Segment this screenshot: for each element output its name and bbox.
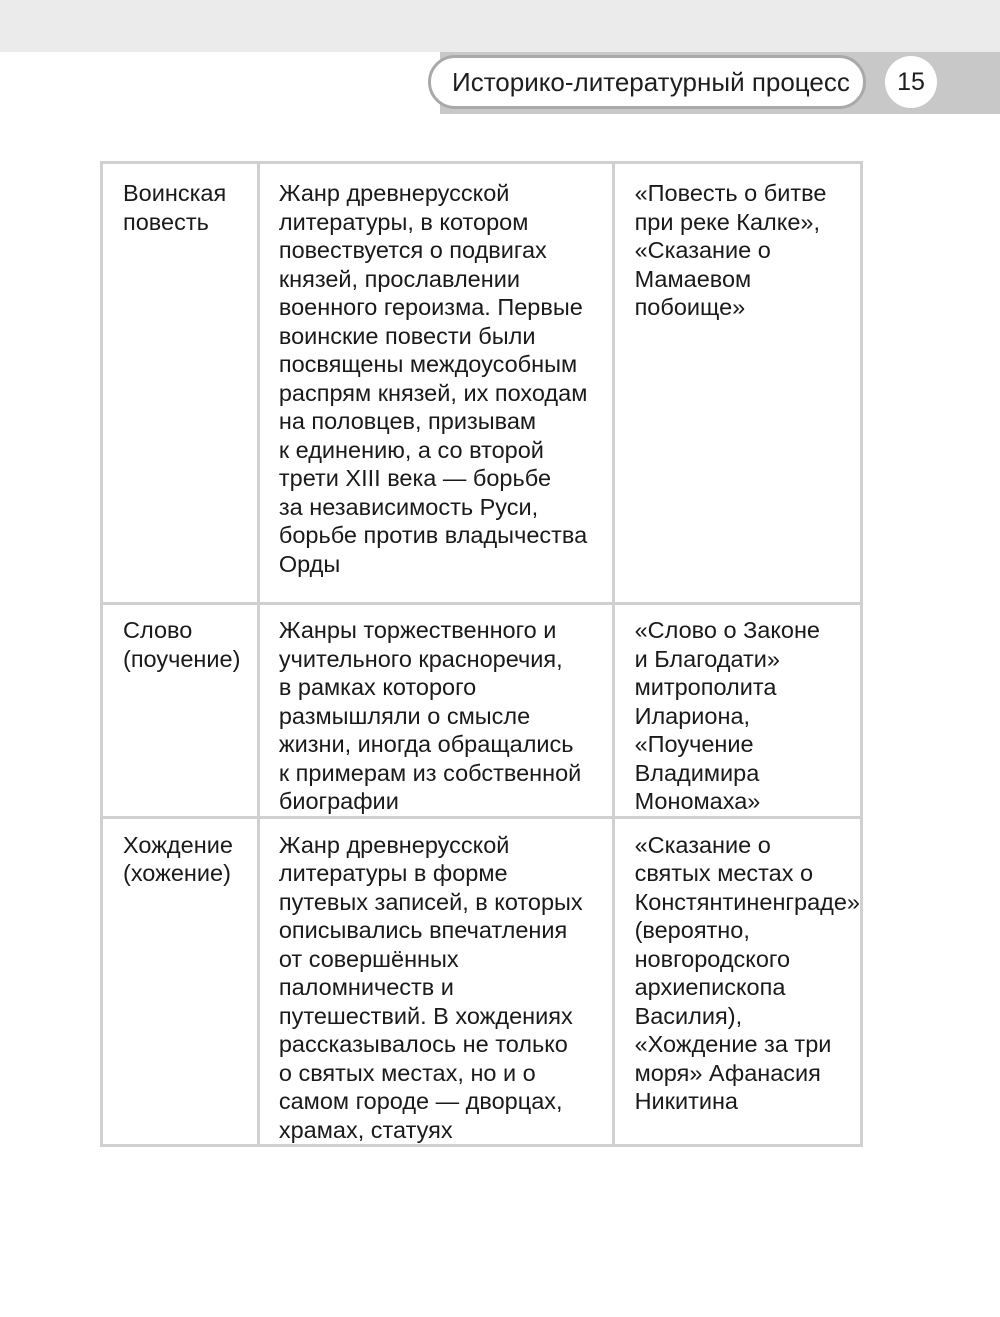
text-line: от совершённых: [278, 945, 459, 972]
text-line: жизни, иногда обращались: [278, 731, 574, 757]
text-line: борьбе против владычества: [278, 522, 588, 548]
text-line: побоище»: [634, 294, 746, 320]
text-line: путевых записей, в которых: [278, 888, 583, 915]
text-line: воинские повести были: [278, 322, 536, 349]
text-line: «Хождение за три: [634, 1031, 832, 1057]
text-line: Слово: [123, 617, 193, 643]
text-line: Орды: [278, 550, 341, 577]
text-line: Мономаха»: [634, 788, 761, 814]
text-line: рассказывалось не только: [278, 1031, 568, 1057]
text-line: Жанр древнерусской: [278, 831, 510, 858]
genre-cell: [102, 163, 259, 604]
text-line: о святых местах, но и о: [278, 1059, 536, 1086]
text-line: повествуется о подвигах: [278, 237, 547, 263]
text-line: размышляли о смысле: [278, 702, 531, 729]
text-line: паломничеств и: [278, 974, 454, 1000]
text-line: в рамках которого: [278, 674, 477, 700]
text-line: Констянтиненграде»: [634, 888, 860, 915]
text-line: митрополита: [634, 674, 777, 700]
genre-cell: [102, 604, 259, 818]
description-cell: [258, 604, 613, 818]
text-line: Василия),: [634, 1002, 743, 1029]
text-line: посвящены междоусобным: [278, 351, 578, 377]
genre-cell: [102, 817, 259, 1146]
text-line: князей, прославлении: [278, 265, 520, 292]
text-line: Мамаевом: [634, 265, 752, 292]
text-line: Жанр древнерусской: [278, 180, 510, 206]
text-line: «Повесть о битве: [634, 180, 827, 206]
text-line: моря» Афанасия: [634, 1059, 821, 1086]
text-line: новгородского: [634, 945, 791, 972]
text-line: Хождение: [123, 831, 233, 858]
text-line: учительного красноречия,: [278, 645, 563, 672]
text-line: распрям князей, их походам: [278, 379, 588, 406]
text-line: на половцев, призывам: [278, 408, 537, 434]
table-row: [102, 604, 862, 818]
text-line: «Сказание о: [634, 831, 771, 858]
text-line: (вероятно,: [634, 917, 750, 943]
text-line: путешествий. В хождениях: [278, 1002, 573, 1029]
text-line: Илариона,: [634, 702, 751, 729]
running-header-title: Историко-литературный процесс: [428, 55, 866, 109]
text-line: повесть: [123, 208, 209, 235]
text-line: (хожение): [123, 860, 231, 886]
text-line: к примерам из собственной: [278, 759, 582, 786]
text-line: архиепископа: [634, 974, 786, 1000]
genre-table: [100, 161, 863, 1147]
top-band: [0, 0, 1000, 52]
page-number: 15: [885, 56, 937, 108]
text-line: Владимира: [634, 759, 760, 786]
text-line: за независимость Руси,: [278, 493, 539, 520]
text-line: храмах, статуях: [278, 1116, 453, 1143]
text-line: трети XIII века — борьбе: [278, 465, 552, 491]
text-line: и Благодати»: [634, 645, 780, 672]
text-line: при реке Калке»,: [634, 208, 820, 235]
examples-cell: [613, 817, 861, 1146]
text-line: литературы, в котором: [278, 208, 529, 235]
text-line: самом городе — дворцах,: [278, 1088, 563, 1114]
text-line: биографии: [278, 788, 399, 814]
table-row: [102, 163, 862, 604]
text-line: Воинская: [123, 180, 227, 206]
text-line: «Сказание о: [634, 237, 771, 263]
text-line: (поучение): [123, 645, 241, 672]
description-cell: [258, 817, 613, 1146]
text-line: литературы в форме: [278, 860, 508, 886]
table-row: [102, 817, 862, 1146]
text-line: описывались впечатления: [278, 917, 568, 943]
text-line: Жанры торжественного и: [278, 617, 557, 643]
text-line: Никитина: [634, 1088, 739, 1114]
text-line: святых местах о: [634, 860, 814, 886]
text-line: «Поучение: [634, 731, 754, 757]
description-cell: [258, 163, 613, 604]
text-line: военного героизма. Первые: [278, 294, 583, 320]
examples-cell: [613, 163, 861, 604]
text-line: «Слово о Законе: [634, 617, 820, 643]
text-line: к единению, а со второй: [278, 436, 544, 463]
examples-cell: [613, 604, 861, 818]
